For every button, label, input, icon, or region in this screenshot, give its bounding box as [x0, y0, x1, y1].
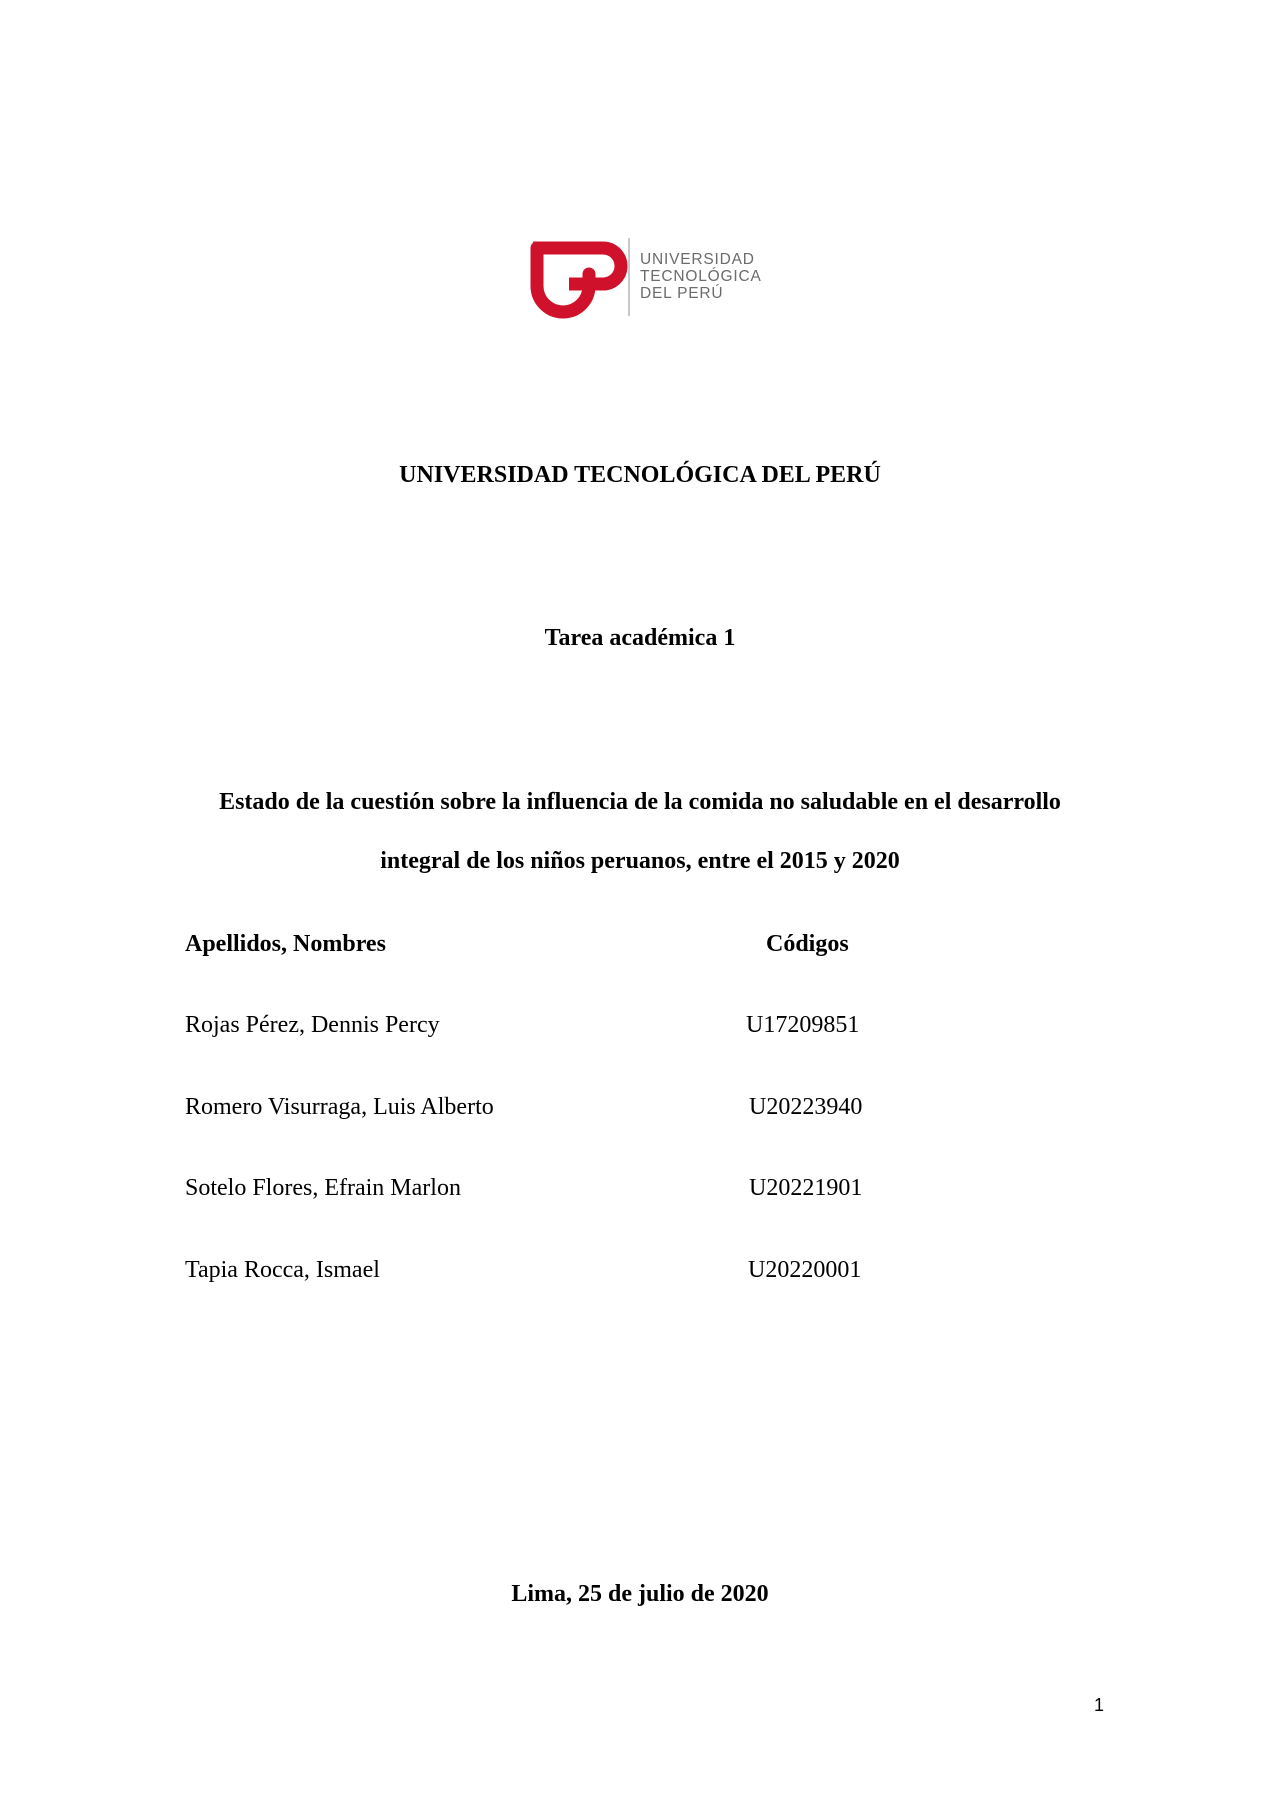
document-title-line: Estado de la cuestión sobre la influencia de la comida no saludable en el desarrollo [219, 789, 1061, 815]
header-names: Apellidos, Nombres [185, 931, 386, 957]
utp-monogram-icon [525, 234, 635, 320]
author-name: Tapia Rocca, Ismael [185, 1257, 380, 1283]
author-code: U20221901 [749, 1175, 863, 1201]
author-code: U17209851 [746, 1012, 860, 1038]
assignment-title: Tarea académica 1 [544, 625, 736, 651]
author-name: Sotelo Flores, Efrain Marlon [185, 1175, 461, 1201]
university-name: UNIVERSIDAD TECNOLÓGICA DEL PERÚ [399, 462, 881, 488]
author-code: U20220001 [748, 1257, 862, 1283]
header-codes: Códigos [766, 931, 849, 957]
author-name: Romero Visurraga, Luis Alberto [185, 1094, 494, 1120]
logo-text-line: TECNOLÓGICA [640, 268, 762, 285]
author-code: U20223940 [749, 1094, 863, 1120]
page-number: 1 [1094, 1695, 1105, 1715]
logo-divider [628, 238, 630, 316]
logo-text-line: UNIVERSIDAD [640, 251, 755, 268]
author-name: Rojas Pérez, Dennis Percy [185, 1012, 440, 1038]
place-date: Lima, 25 de julio de 2020 [511, 1581, 769, 1607]
document-title-line: integral de los niños peruanos, entre el 2015 y 2020 [380, 848, 900, 874]
logo-text-line: DEL PERÚ [640, 285, 724, 302]
